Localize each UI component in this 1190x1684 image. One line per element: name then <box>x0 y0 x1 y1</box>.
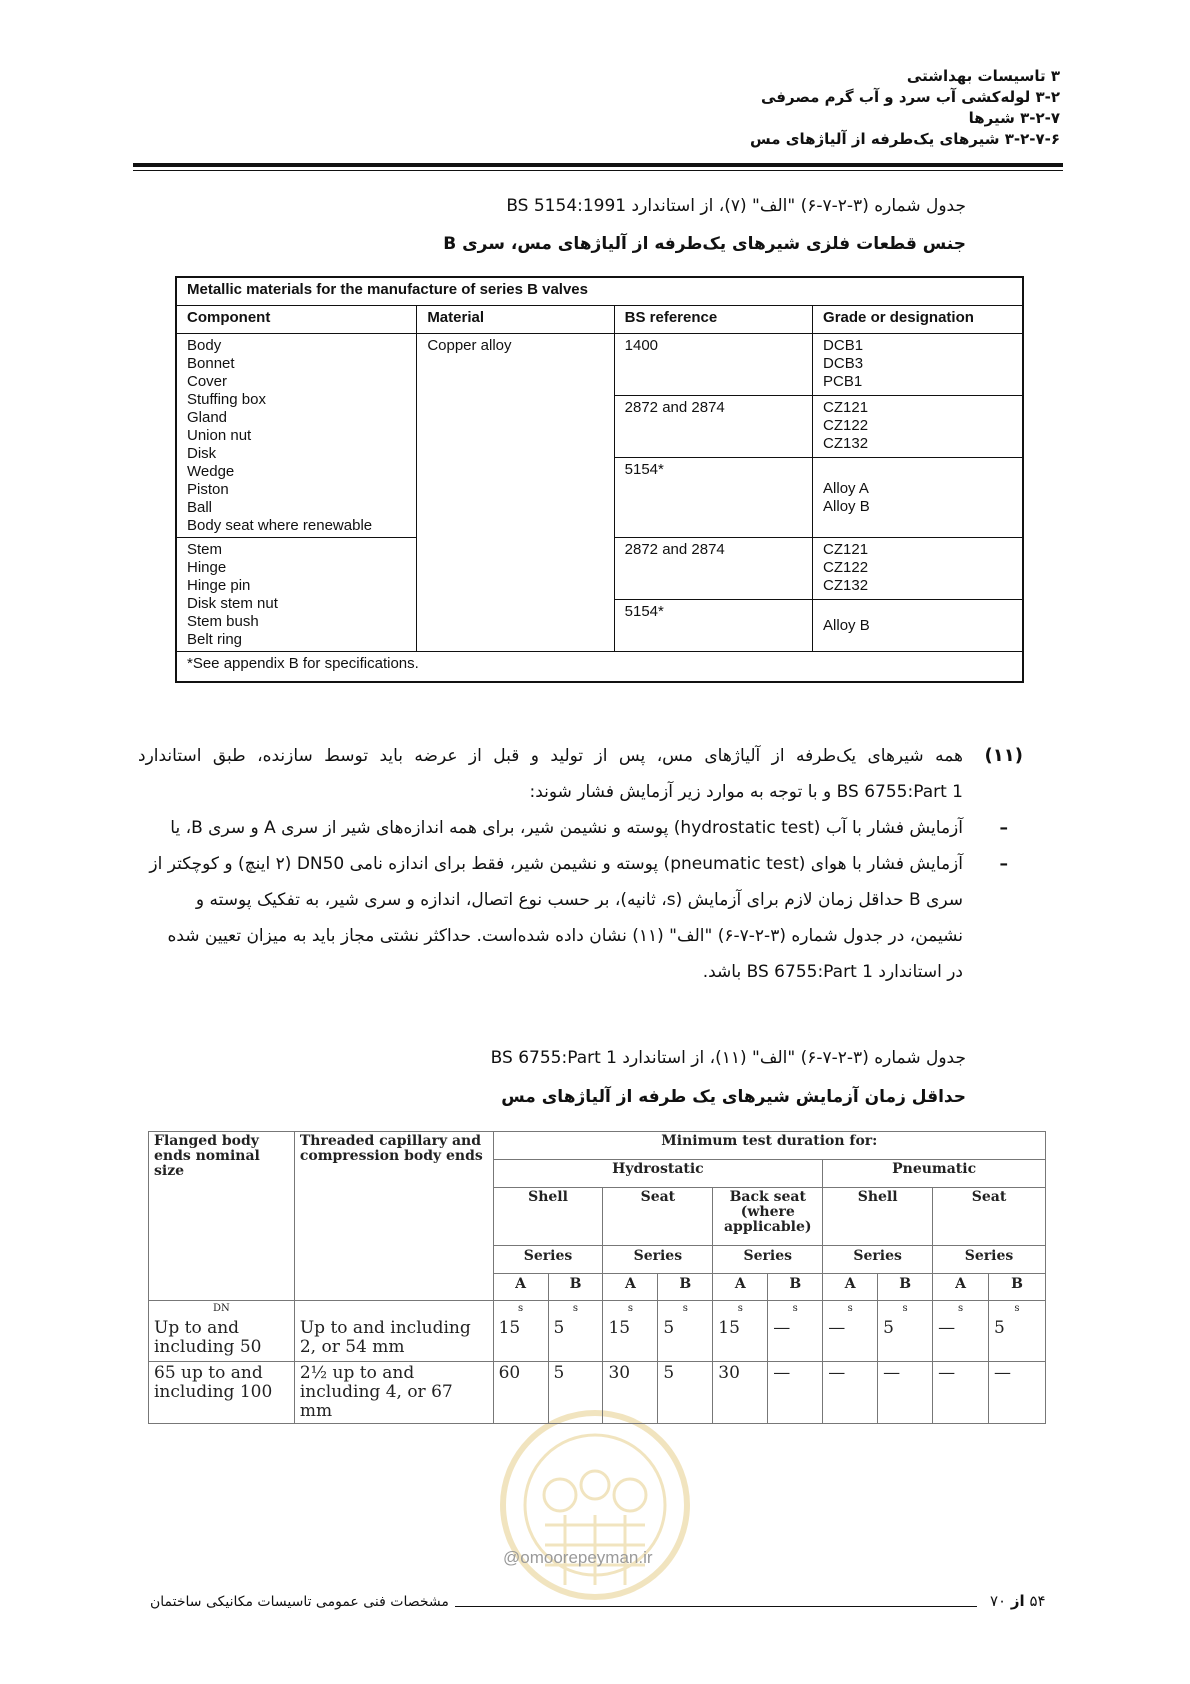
page-of: از <box>1010 1592 1025 1610</box>
col-pneu-shell: Shell <box>823 1188 933 1246</box>
table1-title: جنس قطعات فلزی شیرهای یک‌طرفه از آلیاژهای مس، سری B <box>443 234 966 254</box>
duration-cell: 5 <box>548 1317 603 1361</box>
footer-rule <box>455 1606 977 1607</box>
group1-components <box>176 334 417 538</box>
grade-item: CZ122 <box>823 559 869 576</box>
bullet-line: آزمایش فشار با آب (hydrostatic test) پوسته و نشیمن شیر، برای همه اندازه‌های شیر از سری A و سری B، یا <box>170 818 963 838</box>
component-item: Body <box>187 337 222 354</box>
table-row <box>149 1361 1046 1423</box>
bs-ref-cell: 2872 and 2874 <box>614 396 812 458</box>
duration-cell: 15 <box>493 1317 548 1361</box>
component-item: Hinge <box>187 559 227 576</box>
grade-cell <box>813 334 1023 396</box>
component-item: Piston <box>187 481 229 498</box>
table1-caption: جدول شماره (۳-۲-۷-۶) "الف" (۷)، از استاندارد BS 5154:1991 <box>506 196 966 216</box>
duration-cell: 30 <box>713 1361 768 1423</box>
series-label: Series <box>603 1246 713 1274</box>
group2-components <box>176 538 417 652</box>
component-item: Gland <box>187 409 228 426</box>
component-item: Wedge <box>187 463 235 480</box>
table2-caption: جدول شماره (۳-۲-۷-۶) "الف" (۱۱)، از استاندارد BS 6755:Part 1 <box>490 1048 966 1068</box>
component-item: Ball <box>187 499 213 516</box>
duration-cell: 5 <box>989 1317 1046 1361</box>
duration-cell: — <box>768 1317 823 1361</box>
duration-cell: — <box>768 1361 823 1423</box>
duration-cell: — <box>823 1361 878 1423</box>
unit-s: s <box>658 1301 713 1318</box>
unit-s: s <box>603 1301 658 1318</box>
grade-cell <box>813 538 1023 600</box>
grade-cell <box>813 458 1023 538</box>
header-rule-thin <box>133 170 1063 171</box>
paragraph-number: (۱۱) <box>984 745 1023 766</box>
component-item: Cover <box>187 373 228 390</box>
duration-cell: 15 <box>713 1317 768 1361</box>
page-header <box>750 66 1060 150</box>
component-item: Union nut <box>187 427 252 444</box>
paragraph-11 <box>138 738 1023 810</box>
bullet-pneumatic <box>149 846 1008 990</box>
duration-cell: 5 <box>878 1317 933 1361</box>
series-b: B <box>768 1274 823 1301</box>
test-duration-table <box>148 1131 1046 1424</box>
series-b: B <box>658 1274 713 1301</box>
component-item: Stuffing box <box>187 391 266 408</box>
unit-s: s <box>823 1301 878 1318</box>
table-row <box>149 1317 1046 1361</box>
duration-cell: 5 <box>658 1317 713 1361</box>
col-bs-reference: BS reference <box>614 306 812 334</box>
bs-ref-cell: 2872 and 2874 <box>614 538 812 600</box>
bullet-line: آزمایش فشار با هوای (pneumatic test) پوسته و نشیمن شیر، فقط برای اندازه نامی DN50 (۲ اینچ) و کوچکتر از <box>149 854 963 874</box>
table2-title: حداقل زمان آزمایش شیرهای یک طرفه از آلیاژهای مس <box>501 1087 966 1107</box>
paragraph-line: همه شیرهای یک‌طرفه از آلیاژهای مس، پس از تولید و قبل از عرضه باید توسط سازنده، طبق استاندارد <box>138 746 963 766</box>
series-b: B <box>878 1274 933 1301</box>
unit-dn: DN <box>149 1301 295 1318</box>
bullet-line: نشیمن، در جدول شماره (۳-۲-۷-۶) "الف" (۱۱) نشان داده شده‌است. حداکثر نشتی مجاز باید به میزان تعیین شده <box>167 926 963 946</box>
duration-cell: 15 <box>603 1317 658 1361</box>
empty-cell <box>294 1301 493 1318</box>
grade-item: CZ121 <box>823 541 869 558</box>
header-section: ۳-۲ لوله‌کشی آب سرد و آب گرم مصرفی <box>760 88 1060 106</box>
page-total: ۷۰ <box>990 1592 1007 1610</box>
duration-cell: 5 <box>658 1361 713 1423</box>
header-rule-thick <box>133 163 1063 167</box>
duration-cell: — <box>823 1317 878 1361</box>
grade-item: PCB1 <box>823 373 863 390</box>
threaded-size: Up to and including 2, or 54 mm <box>294 1317 493 1361</box>
component-item: Hinge pin <box>187 577 251 594</box>
grade-item: DCB1 <box>823 337 864 354</box>
header-chapter: ۳ تاسیسات بهداشتی <box>906 67 1060 85</box>
series-a: A <box>823 1274 878 1301</box>
col-hydro-back-seat: Back seat (where applicable) <box>713 1188 823 1246</box>
duration-cell: — <box>878 1361 933 1423</box>
grade-item: DCB3 <box>823 355 864 372</box>
col-pneumatic: Pneumatic <box>823 1160 1046 1188</box>
page-current: ۵۴ <box>1029 1592 1046 1610</box>
series-a: A <box>713 1274 768 1301</box>
paragraph-line: BS 6755:Part 1 و با توجه به موارد زیر آزمایش فشار شوند: <box>529 782 963 802</box>
grade-item: Alloy B <box>823 617 870 634</box>
grade-item: CZ132 <box>823 435 869 452</box>
material-cell: Copper alloy <box>417 334 614 652</box>
duration-cell: 30 <box>603 1361 658 1423</box>
col-grade: Grade or designation <box>813 306 1023 334</box>
bs-ref-cell: 1400 <box>614 334 812 396</box>
component-item: Stem <box>187 541 223 558</box>
bs-ref-cell: 5154* <box>614 600 812 652</box>
unit-s: s <box>768 1301 823 1318</box>
col-pneu-seat: Seat <box>933 1188 1046 1246</box>
grade-item: CZ132 <box>823 577 869 594</box>
seal-watermark-icon <box>490 1400 700 1640</box>
duration-cell: — <box>933 1361 989 1423</box>
col-hydrostatic: Hydrostatic <box>493 1160 823 1188</box>
unit-s: s <box>548 1301 603 1318</box>
grade-cell <box>813 396 1023 458</box>
threaded-size: 2½ up to and including 4, or 67 mm <box>294 1361 493 1423</box>
grade-item: CZ121 <box>823 399 869 416</box>
unit-s: s <box>878 1301 933 1318</box>
unit-s: s <box>493 1301 548 1318</box>
series-a: A <box>603 1274 658 1301</box>
materials-table <box>175 276 1024 683</box>
component-item: Body seat where renewable <box>187 517 373 534</box>
grade-item: CZ122 <box>823 417 869 434</box>
col-material: Material <box>417 306 614 334</box>
series-b: B <box>989 1274 1046 1301</box>
duration-cell: 60 <box>493 1361 548 1423</box>
col-hydro-shell: Shell <box>493 1188 603 1246</box>
flanged-size: 65 up to and including 100 <box>149 1361 295 1423</box>
component-item: Stem bush <box>187 613 259 630</box>
component-item: Disk <box>187 445 217 462</box>
col-flanged-size: Flanged body ends nominal size <box>149 1132 295 1301</box>
component-item: Belt ring <box>187 631 243 648</box>
series-label: Series <box>493 1246 603 1274</box>
header-subsection: ۳-۲-۷ شیرها <box>968 109 1060 127</box>
grade-cell <box>813 600 1023 652</box>
bullet-hydrostatic <box>163 810 1008 846</box>
series-label: Series <box>713 1246 823 1274</box>
duration-cell: 5 <box>548 1361 603 1423</box>
grade-item: Alloy A <box>823 480 869 497</box>
component-item: Bonnet <box>187 355 235 372</box>
flanged-size: Up to and including 50 <box>149 1317 295 1361</box>
unit-s: s <box>989 1301 1046 1318</box>
series-a: A <box>493 1274 548 1301</box>
watermark-text: @omoorepeyman.ir <box>503 1548 653 1567</box>
page-number <box>990 1592 1046 1610</box>
unit-s: s <box>713 1301 768 1318</box>
bullet-dash: – <box>999 818 1008 838</box>
series-label: Series <box>823 1246 933 1274</box>
col-threaded-ends: Threaded capillary and compression body ends <box>294 1132 493 1301</box>
duration-cell: — <box>989 1361 1046 1423</box>
series-b: B <box>548 1274 603 1301</box>
materials-table-title: Metallic materials for the manufacture of series B valves <box>176 277 1023 306</box>
materials-footnote: *See appendix B for specifications. <box>176 652 1023 683</box>
duration-cell: — <box>933 1317 989 1361</box>
col-hydro-seat: Seat <box>603 1188 713 1246</box>
bullet-line: سری B حداقل زمان لازم برای آزمایش (s، ثانیه)، بر حسب نوع اتصال، اندازه و سری شیر، به تفکیک پوسته و <box>195 890 963 910</box>
component-item: Disk stem nut <box>187 595 278 612</box>
series-a: A <box>933 1274 989 1301</box>
footer-title: مشخصات فنی عمومی تاسیسات مکانیکی ساختمان <box>150 1594 449 1610</box>
col-component: Component <box>176 306 417 334</box>
header-topic: ۳-۲-۷-۶ شیرهای یک‌طرفه از آلیاژهای مس <box>750 130 1060 148</box>
bs-ref-cell: 5154* <box>614 458 812 538</box>
bullet-line: در استاندارد BS 6755:Part 1 باشد. <box>702 962 963 982</box>
bullet-dash: – <box>999 854 1008 874</box>
series-label: Series <box>933 1246 1046 1274</box>
unit-s: s <box>933 1301 989 1318</box>
grade-item: Alloy B <box>823 498 870 515</box>
col-min-duration: Minimum test duration for: <box>493 1132 1045 1160</box>
